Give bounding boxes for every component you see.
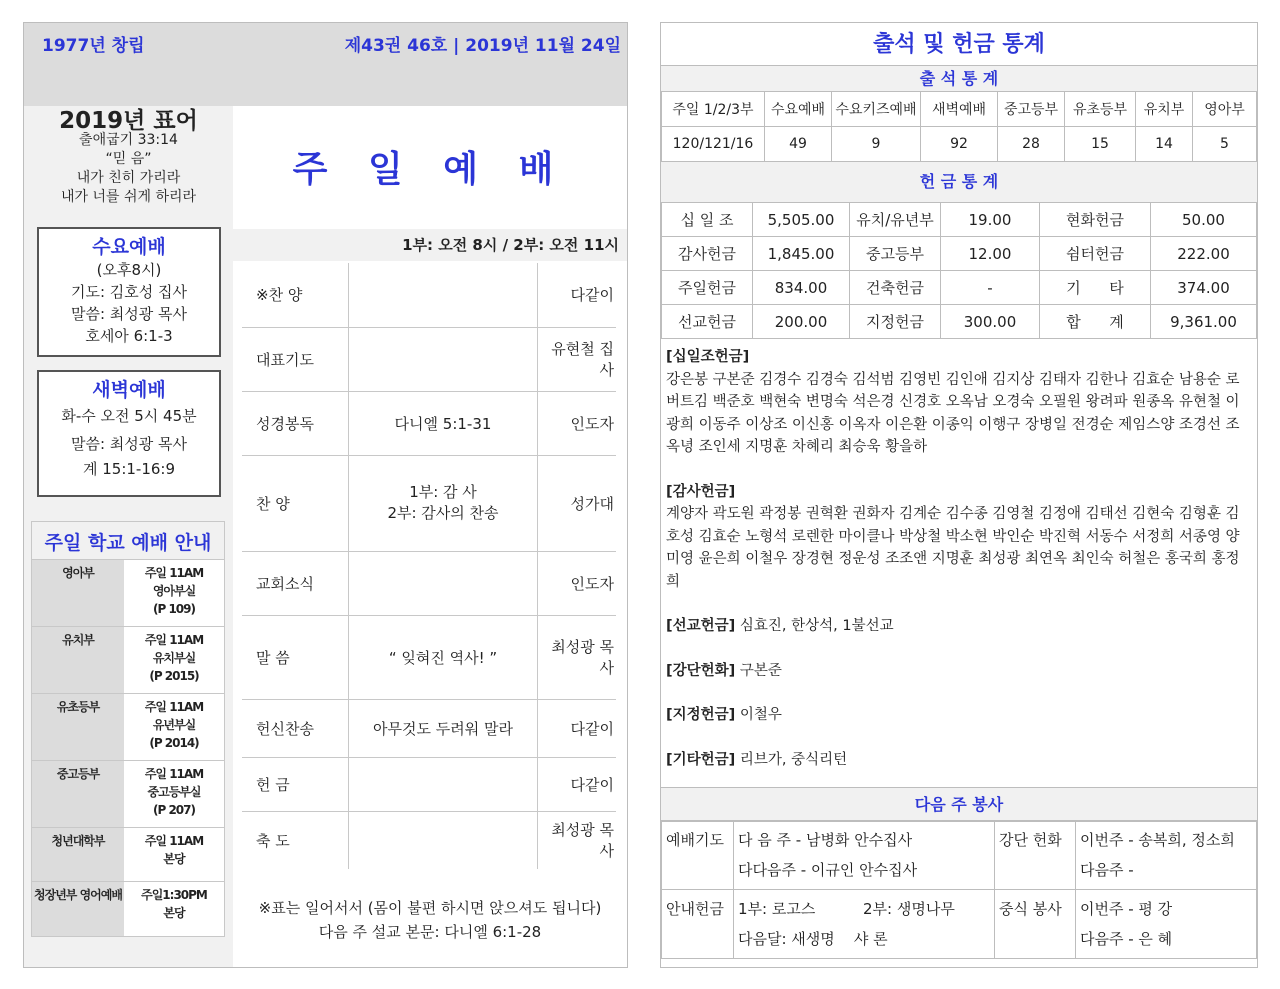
yearly-motto [24,106,233,207]
standing-note: ※표는 일어서서 (몸이 불편 하시면 앉으셔도 됩니다) [258,899,602,917]
offering-amount: 19.00 [941,203,1040,237]
order-by: 다같이 [538,757,617,811]
table-row [242,391,616,455]
wednesday-title: 수요예배 [92,236,166,258]
wednesday-line: 말씀: 최성광 목사 [70,305,188,323]
attendance-header: 중고등부 [998,92,1065,127]
wednesday-service-box [37,227,221,357]
donor-category: [강단헌화] [666,662,736,679]
next-week-service-table [661,820,1257,959]
sunday-service-title: 주 일 예 배 [292,149,568,190]
donor-names: 계양자 곽도원 곽정봉 권혁환 권화자 김계순 김수종 김영철 김정애 김태선 김현숙 김형훈 김호성 김효순 노형석 로렌한 마이클나 박상철 박소현 박인순 박진혁 서동수 서정희 서종영 양미영 윤은희 이철우 장경현 정운성 조조앤 지명훈 최성광 최연옥 최인숙 허철은 홍국희 홍정희 [666,506,1240,590]
order-content: “ 잊혀진 역사! ” [349,615,538,699]
attendance-header: 유초등부 [1065,92,1136,127]
service-note [233,896,627,944]
order-item: 대표기도 [242,327,349,391]
offering-label: 감사헌금 [662,237,753,271]
info-line: 주일 11AM [144,700,204,714]
school-table [32,559,224,936]
attendance-value: 9 [832,127,921,162]
offering-label: 중고등부 [850,237,941,271]
offering-label: 주일헌금 [662,271,753,305]
table-row [662,203,1257,237]
attendance-value: 120/121/16 [662,127,765,162]
offering-amount: 1,845.00 [753,237,850,271]
offering-amount: - [941,271,1040,305]
dept-info [124,560,224,627]
info-line: 영아부실 [152,584,196,598]
order-by: 인도자 [538,551,617,615]
order-content: 1부: 감 사 2부: 감사의 찬송 [349,455,538,551]
table-row [242,327,616,391]
offering-amount: 200.00 [753,305,850,339]
donor-block [666,481,1252,594]
dept-info [124,694,224,761]
dept-info [124,882,224,936]
offering-label: 십 일 조 [662,203,753,237]
dept-name: 영아부 [32,560,124,627]
table-row [32,694,224,761]
serve-label: 강단 헌화 [995,821,1076,890]
info-line: (P 109) [153,602,195,616]
order-by: 유현철 집사 [538,327,617,391]
issue-info: 제43권 46호 | 2019년 11월 24일 [344,36,621,56]
donor-category: [감사헌금] [666,483,736,500]
order-item: 성경봉독 [242,391,349,455]
order-content [349,757,538,811]
donor-category: [십일조헌금] [666,349,750,365]
table-row [662,127,1257,162]
dept-info [124,828,224,882]
info-line: 주일 11AM [144,566,204,580]
offering-amount: 50.00 [1151,203,1257,237]
attendance-header: 영아부 [1193,92,1257,127]
offering-amount: 374.00 [1151,271,1257,305]
wednesday-line: 호세아 6:1-3 [85,327,173,345]
offering-amount: 9,361.00 [1151,305,1257,339]
donor-names: 심효진, 한상석, 1불선교 [739,618,894,634]
info-line: (P 207) [153,803,195,817]
donor-names: 강은봉 구본준 김경수 김경숙 김석범 김영빈 김인애 김지상 김태자 김한나 김효순 남용순 로버트김 백준호 백현숙 변명숙 석은경 신경호 오옥남 오경숙 오필원 왕려파 원종옥 유현철 이광희 이동주 이상조 이신홍 이옥자 이은환 이종익 이행구 장병일 전경순 제임스양 조경선 조옥녕 조인세 지명훈 차혜리 최승욱 황을하 [666,371,1240,455]
dept-info [124,761,224,828]
serve-line: 다 음 주 - 남병화 안수집사 [738,831,913,849]
dept-name: 청장년부 영어예배 [32,882,124,936]
offering-amount: 300.00 [941,305,1040,339]
serve-label: 예배기도 [662,821,734,890]
donor-block [666,660,1252,683]
serve-line: 다음주 - 은 혜 [1080,930,1173,948]
order-by: 다같이 [538,263,617,327]
dawn-service-box [37,370,221,497]
donor-list [666,346,1252,793]
service-times: 1부: 오전 8시 / 2부: 오전 11시 [233,229,627,261]
attendance-header: 수요예배 [765,92,832,127]
info-line: 주일 11AM [144,767,204,781]
offering-section-title: 헌 금 통 계 [661,161,1257,203]
next-sermon: 다음 주 설교 본문: 다니엘 6:1-28 [318,923,542,941]
serve-value [734,890,995,959]
info-line: 주일 11AM [144,834,204,848]
info-line: (P 2015) [149,669,199,683]
order-item: 헌신찬송 [242,699,349,757]
donor-category: [선교헌금] [666,618,736,634]
wednesday-line: (오후8시) [96,261,162,279]
info-line: (P 2014) [149,736,199,750]
attendance-value: 28 [998,127,1065,162]
motto-line: 내가 친히 가리라 [76,170,181,186]
table-row [32,761,224,828]
order-content [349,327,538,391]
table-row [242,263,616,327]
table-row [662,890,1257,959]
offering-label: 합 계 [1040,305,1151,339]
order-item: ※찬 양 [242,263,349,327]
motto-line: “믿 음” [105,151,152,167]
table-row [242,811,616,869]
order-content [349,263,538,327]
offering-amount: 5,505.00 [753,203,850,237]
offering-amount: 222.00 [1151,237,1257,271]
donor-block [666,704,1252,727]
motto-title: 2019년 표어 [59,108,198,134]
order-by: 최성광 목사 [538,615,617,699]
info-line: 유치부실 [152,651,196,665]
serve-line: 이번주 - 송복희, 정소희 [1080,831,1235,849]
order-content: 다니엘 5:1-31 [349,391,538,455]
table-row [242,551,616,615]
table-row [32,627,224,694]
info-line: 주일1:30PM [141,888,207,902]
wednesday-line: 기도: 김호성 집사 [70,283,188,301]
table-row [32,882,224,936]
offering-label: 기 타 [1040,271,1151,305]
table-row [242,455,616,551]
donor-names: 이철우 [739,707,782,723]
offering-label: 쉼터헌금 [1040,237,1151,271]
table-row [662,237,1257,271]
order-by: 다같이 [538,699,617,757]
order-by: 성가대 [538,455,617,551]
order-by: 최성광 목사 [551,821,614,861]
offering-table [661,202,1257,339]
order-item: 헌 금 [242,757,349,811]
offering-label: 선교헌금 [662,305,753,339]
sidebar [24,106,233,967]
serve-line: 다음달: 새생명 샤 론 [738,930,888,948]
dawn-line: 계 15:1-16:9 [82,460,176,478]
sunday-school-guide [31,521,225,937]
attendance-header: 수요키즈예배 [832,92,921,127]
serve-line: 다다음주 - 이규인 안수집사 [738,861,918,879]
dept-name: 유초등부 [32,694,124,761]
serve-value [1076,821,1257,890]
bulletin-front-page [23,22,628,968]
offering-label: 건축헌금 [850,271,941,305]
motto-line: 출애굽기 33:14 [79,132,178,148]
offering-amount: 834.00 [753,271,850,305]
order-item: 축 도 [242,811,349,869]
dept-name: 중고등부 [32,761,124,828]
offering-label: 지정헌금 [850,305,941,339]
serve-label: 안내헌금 [662,890,734,959]
offering-label: 유치/유년부 [850,203,941,237]
donor-block [666,749,1252,772]
table-row [662,305,1257,339]
dawn-title: 새벽예배 [92,379,166,401]
motto-line: 내가 너를 쉬게 하리라 [60,189,197,205]
serve-label: 중식 봉사 [995,890,1076,959]
info-line: 본당 [163,852,185,866]
bulletin-header [24,23,627,106]
table-row [242,615,616,699]
founded-text: 1977년 창립 [42,36,145,56]
dawn-line: 화-수 오전 5시 45분 [61,407,197,425]
serve-line: 1부: 로고스 2부: 생명나무 [738,900,955,918]
order-content: 아무것도 두려워 말라 [349,699,538,757]
attendance-section-title: 출 석 통 계 [661,65,1257,92]
attendance-value: 14 [1136,127,1193,162]
donor-category: [지정헌금] [666,707,736,723]
order-item: 교회소식 [242,551,349,615]
order-content [349,551,538,615]
dawn-line: 말씀: 최성광 목사 [70,435,188,453]
dept-info [124,627,224,694]
attendance-header: 유치부 [1136,92,1193,127]
school-title: 주일 학교 예배 안내 [32,522,224,559]
table-row [242,757,616,811]
donor-names: 리브가, 중식리턴 [739,751,848,768]
donor-category: [기타헌금] [666,751,736,768]
table-row [662,271,1257,305]
dept-name: 유치부 [32,627,124,694]
attendance-value: 15 [1065,127,1136,162]
table-row [242,699,616,757]
serve-section-title: 다음 주 봉사 [661,787,1257,822]
attendance-header: 새벽예배 [921,92,998,127]
serve-value [1076,890,1257,959]
table-row [662,821,1257,890]
attendance-value: 92 [921,127,998,162]
serve-value [734,821,995,890]
attendance-value: 5 [1193,127,1257,162]
serve-line: 다음주 - [1080,861,1134,879]
order-item: 말 씀 [242,615,349,699]
order-content [349,811,538,869]
bulletin-stats-page [660,22,1258,968]
offering-amount: 12.00 [941,237,1040,271]
order-of-worship [242,263,616,869]
stats-title: 출석 및 헌금 통계 [873,32,1045,57]
table-row [32,828,224,882]
table-row [32,560,224,627]
serve-line: 이번주 - 평 강 [1080,900,1173,918]
table-row [662,92,1257,127]
attendance-table [661,91,1257,162]
info-line: 유년부실 [152,718,196,732]
attendance-value: 49 [765,127,832,162]
dept-name: 청년대학부 [32,828,124,882]
info-line: 본당 [163,906,185,920]
order-item: 찬 양 [242,455,349,551]
info-line: 중고등부실 [147,785,201,799]
attendance-header: 주일 1/2/3부 [662,92,765,127]
info-line: 주일 11AM [144,633,204,647]
donor-block [666,346,1252,459]
order-by: 인도자 [538,391,617,455]
offering-label: 현화헌금 [1040,203,1151,237]
donor-names: 구본준 [739,662,782,679]
donor-block [666,615,1252,638]
